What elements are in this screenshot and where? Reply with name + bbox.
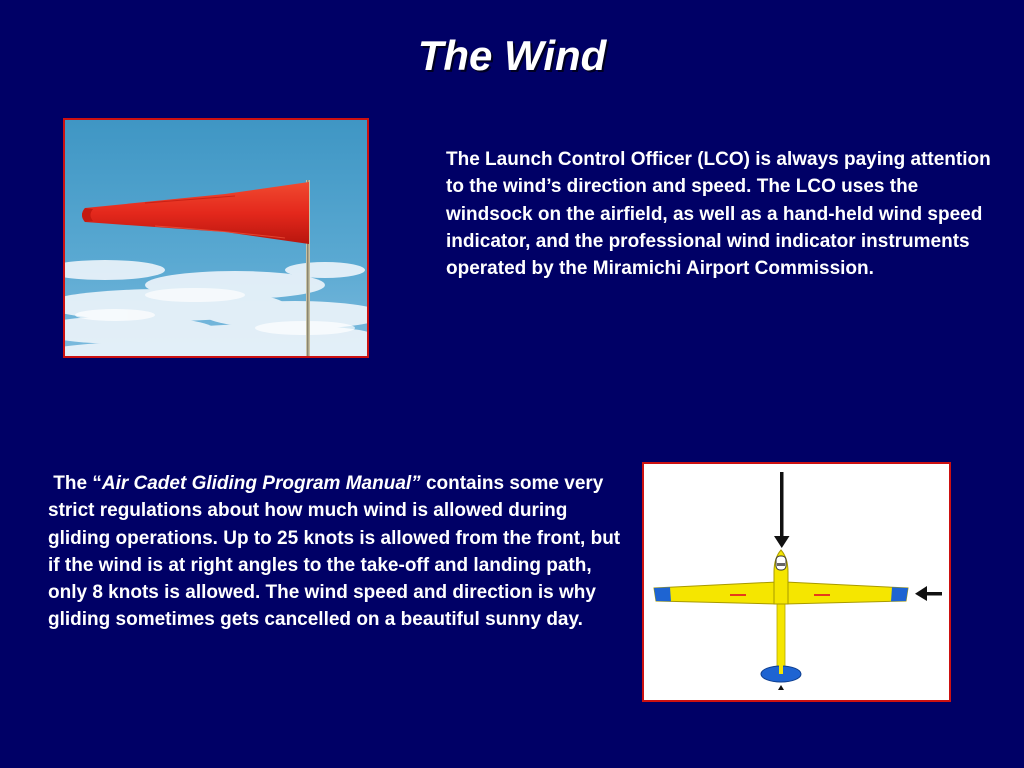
windsock-image bbox=[65, 120, 367, 356]
right-wing bbox=[785, 582, 908, 604]
crosswind-arrow bbox=[915, 586, 942, 601]
clouds bbox=[65, 260, 367, 356]
manual-paragraph bbox=[48, 470, 630, 634]
headwind-arrow bbox=[774, 472, 790, 548]
left-wing bbox=[654, 582, 777, 604]
windsock-photo bbox=[63, 118, 369, 358]
glider-diagram bbox=[642, 462, 951, 702]
glider-wind-diagram bbox=[644, 464, 949, 700]
slide-title: The Wind bbox=[417, 32, 607, 79]
manual-paragraph-body: contains some very strict regulations about how much wind is allowed during gliding operations. Up to 25 knots is allowed from the front, but if the wind is at right angles to the take-off and landing path, only 8 knots is allowed. The wind speed and direction is why gliding sometimes gets cancelled on a beautiful sunny day. bbox=[48, 473, 621, 631]
manual-paragraph-prefix: The “ bbox=[53, 473, 102, 494]
manual-title: Air Cadet Gliding Program Manual” bbox=[101, 473, 421, 494]
lco-paragraph: The Launch Control Officer (LCO) is always paying attention to the wind’s direction and speed. The LCO uses the windsock on the airfield, as well as a hand-held wind speed indicator, and the professional wind indicator instruments operated by the Miramichi Airport Commission. bbox=[446, 149, 991, 280]
